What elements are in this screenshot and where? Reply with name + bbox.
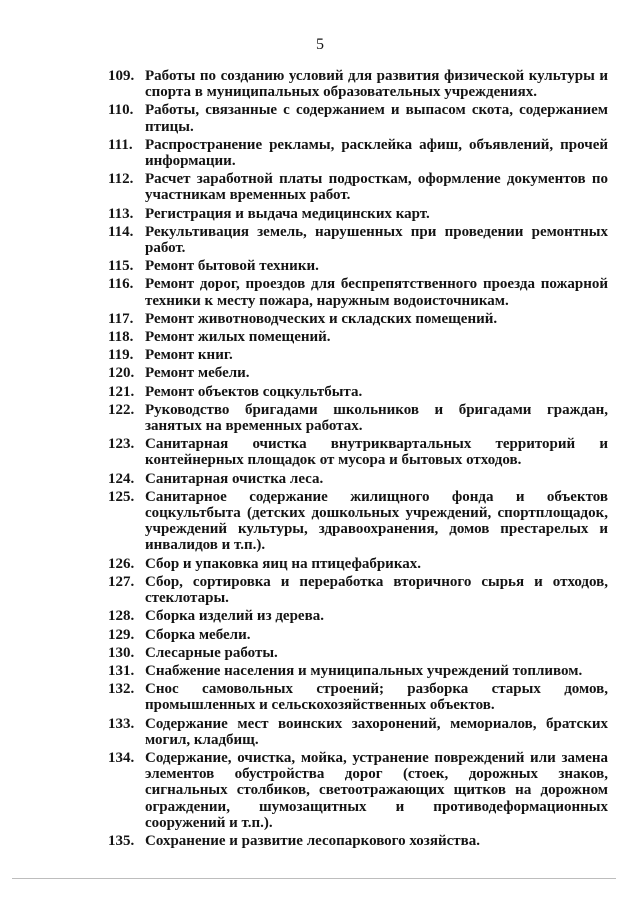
item-number: 112. <box>108 171 134 188</box>
list-item <box>108 224 608 256</box>
item-number: 116. <box>108 276 134 293</box>
item-number: 118. <box>108 329 134 346</box>
scan-edge-line <box>12 878 616 879</box>
list-item <box>108 489 608 554</box>
item-number: 113. <box>108 205 134 222</box>
item-text: Ремонт книг. <box>145 347 233 364</box>
item-number: 109. <box>108 68 135 84</box>
list-item <box>108 833 608 849</box>
item-text: Руководство бригадами школьников и бригадами граждан, занятых на временных работах. <box>145 401 608 435</box>
list-item <box>108 663 608 679</box>
item-number: 127. <box>108 573 135 590</box>
numbered-list <box>108 68 608 851</box>
item-text: Сборка мебели. <box>145 626 251 643</box>
item-text: Расчет заработной платы подросткам, оформление документов по участникам временных работ. <box>145 171 608 204</box>
list-item <box>108 574 608 606</box>
item-text: Сборка изделий из дерева. <box>145 608 324 625</box>
list-item <box>108 68 608 100</box>
list-item <box>108 750 608 831</box>
list-item <box>108 258 608 274</box>
item-number: 117. <box>108 310 134 327</box>
item-text: Рекультивация земель, нарушенных при проведении ремонтных работ. <box>145 223 608 257</box>
item-number: 111. <box>108 136 133 153</box>
item-number: 114. <box>108 223 134 240</box>
list-item <box>108 171 608 203</box>
item-number: 133. <box>108 715 135 732</box>
list-item <box>108 402 608 434</box>
list-item <box>108 716 608 748</box>
item-text: Сохранение и развитие лесопаркового хозяйства. <box>145 832 480 849</box>
item-text: Содержание мест воинских захоронений, мемориалов, братских могил, кладбищ. <box>145 715 608 748</box>
item-number: 120. <box>108 365 135 382</box>
item-number: 132. <box>108 681 135 698</box>
list-item <box>108 276 608 308</box>
item-text: Содержание, очистка, мойка, устранение повреждений или замена элементов обустройства дорог (стоек, дорожных знаков, сигнальных столбиков, светоотражающих щитков на дорожном ограждении, шумозащитных и противодеформационных сооружений и т.п.). <box>145 749 608 831</box>
item-number: 124. <box>108 470 135 487</box>
list-item <box>108 206 608 222</box>
item-number: 130. <box>108 644 135 661</box>
item-text: Ремонт мебели. <box>145 365 250 382</box>
item-number: 115. <box>108 258 134 275</box>
item-text: Работы по созданию условий для развития физической культуры и спорта в муниципальных образовательных учреждениях. <box>145 68 608 101</box>
list-item <box>108 311 608 327</box>
item-text: Ремонт жилых помещений. <box>145 329 331 346</box>
item-number: 121. <box>108 383 135 400</box>
list-item <box>108 556 608 572</box>
item-text: Сбор, сортировка и переработка вторичного сырья и отходов, стеклотары. <box>145 573 608 607</box>
item-text: Ремонт объектов соцкультбыта. <box>145 383 363 400</box>
list-item <box>108 137 608 169</box>
list-item <box>108 329 608 345</box>
item-text: Ремонт бытовой техники. <box>145 258 319 275</box>
list-item <box>108 347 608 363</box>
item-text: Санитарная очистка леса. <box>145 470 324 487</box>
list-item <box>108 384 608 400</box>
item-number: 123. <box>108 436 135 453</box>
list-item <box>108 365 608 381</box>
item-text: Работы, связанные с содержанием и выпасом скота, содержанием птицы. <box>145 102 608 135</box>
item-number: 110. <box>108 102 134 119</box>
list-item <box>108 681 608 713</box>
item-text: Сбор и упаковка яиц на птицефабриках. <box>145 555 421 572</box>
item-number: 134. <box>108 749 135 766</box>
list-item <box>108 645 608 661</box>
page-number: 5 <box>316 36 324 53</box>
item-number: 119. <box>108 347 134 364</box>
item-text: Ремонт дорог, проездов для беспрепятственного проезда пожарной техники к месту пожара, наружным водоисточникам. <box>145 276 608 309</box>
item-number: 135. <box>108 832 135 849</box>
item-text: Регистрация и выдача медицинских карт. <box>145 205 430 222</box>
item-number: 126. <box>108 555 135 572</box>
item-text: Ремонт животноводческих и складских помещений. <box>145 310 498 327</box>
item-number: 129. <box>108 626 135 643</box>
item-text: Снабжение населения и муниципальных учреждений топливом. <box>145 662 583 679</box>
item-text: Снос самовольных строений; разборка старых домов, промышленных и сельскохозяйственных объектов. <box>145 681 608 714</box>
item-text: Санитарная очистка внутриквартальных территорий и контейнерных площадок от мусора и бытовых отходов. <box>145 436 608 469</box>
item-number: 125. <box>108 488 135 505</box>
item-number: 122. <box>108 401 135 418</box>
item-text: Слесарные работы. <box>145 644 278 661</box>
list-item <box>108 102 608 134</box>
item-number: 128. <box>108 608 135 625</box>
list-item <box>108 627 608 643</box>
item-text: Распространение рекламы, расклейка афиш, объявлений, прочей информации. <box>145 136 608 170</box>
list-item <box>108 471 608 487</box>
item-text: Санитарное содержание жилищного фонда и объектов соцкультбыта (детских дошкольных учреждений, спортплощадок, учреждений культуры, здравоохранения, домов престарелых и инвалидов и т.п.). <box>145 488 608 554</box>
list-item <box>108 436 608 468</box>
item-number: 131. <box>108 662 135 679</box>
list-item <box>108 608 608 624</box>
